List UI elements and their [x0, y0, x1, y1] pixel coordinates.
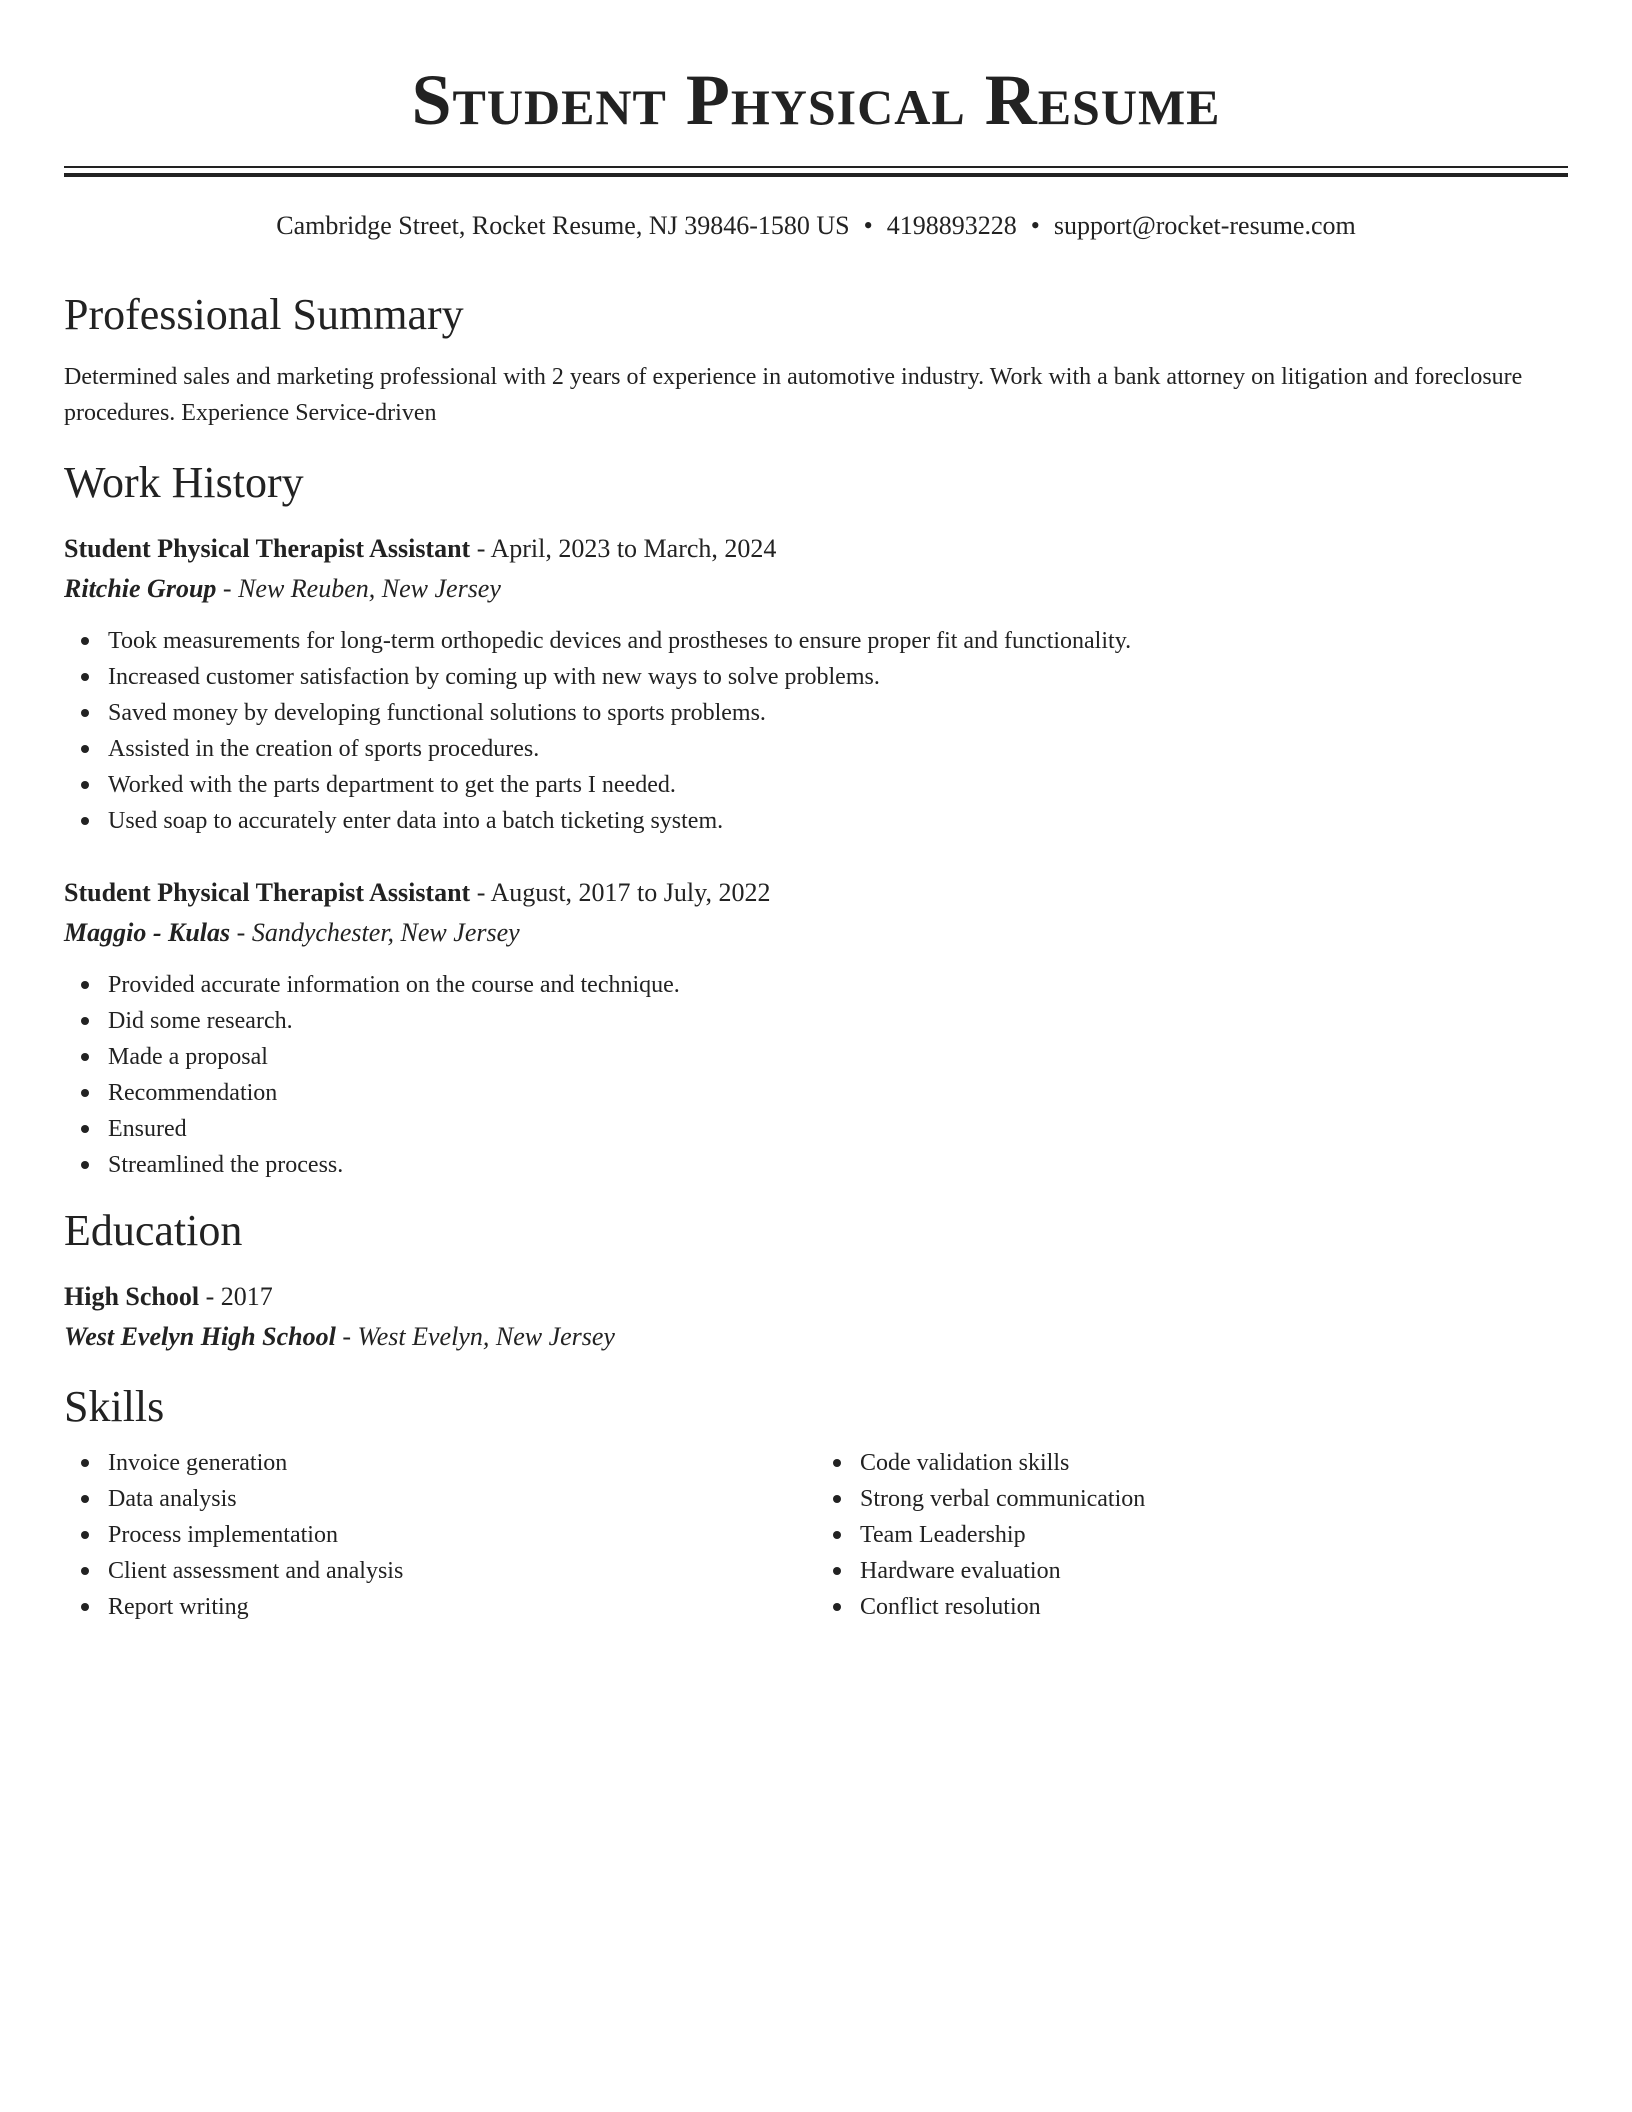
job-dates: - April, 2023 to March, 2024 — [470, 534, 777, 563]
list-item — [108, 1039, 1568, 1075]
list-item-text: Ensured — [108, 1116, 187, 1142]
skill-text: Code validation skills — [860, 1450, 1070, 1476]
list-item — [108, 1589, 816, 1625]
bullet-icon — [81, 1531, 89, 1539]
list-item — [860, 1553, 1568, 1589]
header-divider-thick — [64, 173, 1568, 177]
skill-text: Client assessment and analysis — [108, 1558, 404, 1584]
job-position: Student Physical Therapist Assistant — [64, 534, 471, 563]
skills-grid — [64, 1445, 1568, 1625]
list-item — [860, 1445, 1568, 1481]
list-item-text: Made a proposal — [108, 1044, 268, 1070]
job-company-line — [64, 915, 1568, 951]
header-divider-thin — [64, 166, 1568, 168]
bullet-icon — [833, 1531, 841, 1539]
list-item — [108, 1147, 1568, 1183]
bullet-icon — [81, 1567, 89, 1575]
job-title-line — [64, 531, 1568, 567]
list-item — [108, 1517, 816, 1553]
bullet-icon — [81, 637, 89, 645]
list-item — [108, 1111, 1568, 1147]
job-company: Maggio - Kulas — [64, 918, 231, 947]
bullet-icon — [81, 1053, 89, 1061]
list-item-text: Increased customer satisfaction by coming up with new ways to solve problems. — [108, 664, 880, 690]
list-item-text: Saved money by developing functional solutions to sports problems. — [108, 700, 766, 726]
bullet-icon — [81, 1161, 89, 1169]
list-item-text: Assisted in the creation of sports procedures. — [108, 736, 540, 762]
list-item — [108, 1075, 1568, 1111]
contact-phone: 4198893228 — [886, 211, 1017, 240]
job-entry — [64, 531, 1568, 839]
education-degree: High School — [64, 1282, 200, 1311]
list-item-text: Took measurements for long-term orthopedic devices and prostheses to ensure proper fit and functionality. — [108, 628, 1132, 654]
list-item — [860, 1589, 1568, 1625]
skill-text: Data analysis — [108, 1486, 237, 1512]
bullet-icon — [81, 673, 89, 681]
list-item-text: Recommendation — [108, 1080, 278, 1106]
list-item — [108, 967, 1568, 1003]
list-item-text: Streamlined the process. — [108, 1152, 344, 1178]
job-dates: - August, 2017 to July, 2022 — [470, 878, 771, 907]
work-history-heading: Work History — [64, 458, 304, 507]
bullet-icon — [81, 1089, 89, 1097]
bullet-icon — [81, 781, 89, 789]
bullet-icon — [81, 745, 89, 753]
contact-separator: • — [863, 211, 873, 240]
bullet-icon — [833, 1567, 841, 1575]
job-bullets — [64, 967, 1568, 1183]
list-item-text: Provided accurate information on the course and technique. — [108, 972, 680, 998]
list-item — [108, 731, 1568, 767]
summary-heading: Professional Summary — [64, 290, 464, 339]
list-item — [108, 1553, 816, 1589]
job-location: - Sandychester, New Jersey — [230, 918, 520, 947]
bullet-icon — [81, 1495, 89, 1503]
skills-column-left — [64, 1445, 816, 1625]
skills-heading: Skills — [64, 1382, 165, 1431]
bullet-icon — [81, 1459, 89, 1467]
skills-column-right — [816, 1445, 1568, 1625]
list-item — [108, 695, 1568, 731]
list-item-text: Did some research. — [108, 1008, 293, 1034]
bullet-icon — [81, 817, 89, 825]
list-item — [108, 659, 1568, 695]
bullet-icon — [81, 1125, 89, 1133]
skill-text: Invoice generation — [108, 1450, 288, 1476]
list-item — [860, 1481, 1568, 1517]
job-company-line — [64, 571, 1568, 607]
education-year: - 2017 — [199, 1282, 273, 1311]
education-school-line — [64, 1319, 1568, 1355]
job-title-line — [64, 875, 1568, 911]
job-entry — [64, 875, 1568, 1183]
contact-address: Cambridge Street, Rocket Resume, NJ 39846-1580 US — [276, 211, 850, 240]
education-school: West Evelyn High School — [64, 1322, 336, 1351]
bullet-icon — [81, 1017, 89, 1025]
job-bullets — [64, 623, 1568, 839]
list-item — [860, 1517, 1568, 1553]
list-item-text: Used soap to accurately enter data into a batch ticketing system. — [108, 808, 724, 834]
header-divider — [64, 166, 1568, 177]
education-location: - West Evelyn, New Jersey — [335, 1322, 615, 1351]
bullet-icon — [833, 1495, 841, 1503]
bullet-icon — [833, 1459, 841, 1467]
skill-text: Conflict resolution — [860, 1594, 1041, 1620]
contact-line — [64, 209, 1568, 243]
education-entry — [64, 1279, 1568, 1355]
resume-name: Student Physical Resume — [411, 60, 1221, 140]
list-item — [108, 1003, 1568, 1039]
bullet-icon — [81, 981, 89, 989]
list-item — [108, 623, 1568, 659]
skill-text: Hardware evaluation — [860, 1558, 1061, 1584]
summary-text: Determined sales and marketing professional with 2 years of experience in automotive industry. Work with a bank attorney on litigation and foreclosure procedures. Experience Service-driven — [64, 364, 1523, 426]
bullet-icon — [81, 1603, 89, 1611]
skill-text: Team Leadership — [860, 1522, 1026, 1548]
skill-text: Process implementation — [108, 1522, 338, 1548]
skill-text: Report writing — [108, 1594, 249, 1620]
education-degree-line — [64, 1279, 1568, 1315]
skill-text: Strong verbal communication — [860, 1486, 1146, 1512]
list-item-text: Worked with the parts department to get the parts I needed. — [108, 772, 676, 798]
list-item — [108, 767, 1568, 803]
contact-separator: • — [1030, 211, 1040, 240]
education-heading: Education — [64, 1206, 243, 1255]
list-item — [108, 803, 1568, 839]
job-location: - New Reuben, New Jersey — [216, 574, 501, 603]
list-item — [108, 1445, 816, 1481]
contact-email: support@rocket-resume.com — [1053, 211, 1356, 240]
job-position: Student Physical Therapist Assistant — [64, 878, 471, 907]
list-item — [108, 1481, 816, 1517]
job-company: Ritchie Group — [64, 574, 217, 603]
bullet-icon — [833, 1603, 841, 1611]
bullet-icon — [81, 709, 89, 717]
